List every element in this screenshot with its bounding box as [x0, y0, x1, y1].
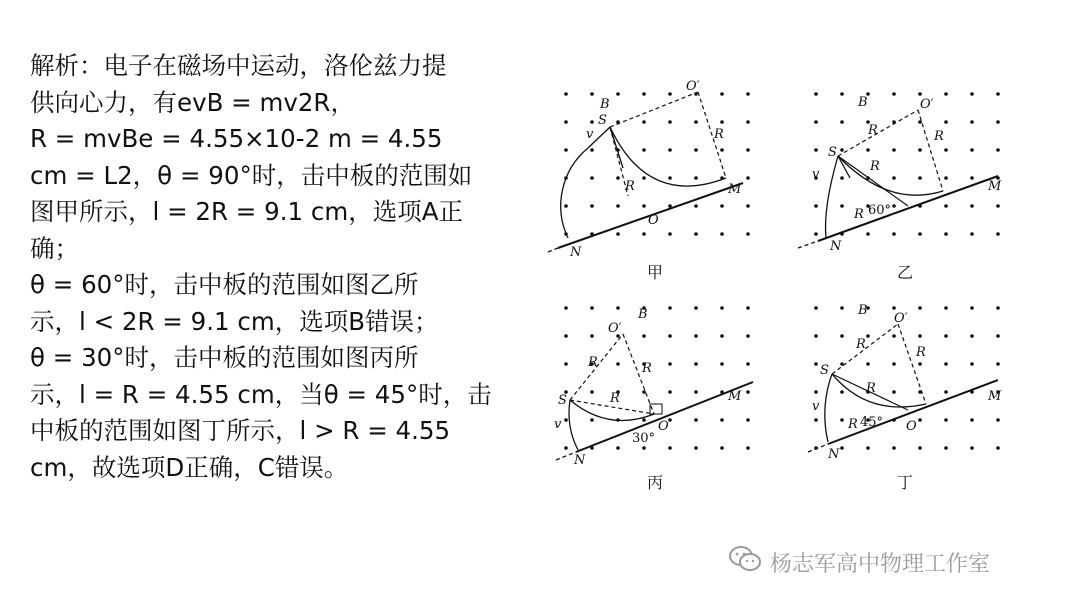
field-dot — [970, 446, 974, 450]
field-dot — [746, 92, 750, 96]
field-dot — [564, 362, 568, 366]
field-dot — [944, 446, 948, 450]
label-M: M — [988, 389, 1002, 404]
field-dot — [918, 306, 922, 310]
plate-extension — [548, 248, 558, 252]
field-dot — [720, 120, 724, 124]
field-dot — [720, 362, 724, 366]
field-dot — [918, 362, 922, 366]
analysis-line: 确； — [30, 233, 79, 263]
label-O: O — [658, 419, 669, 434]
field-dot — [944, 418, 948, 422]
field-dot — [892, 232, 896, 236]
field-dot — [668, 232, 672, 236]
field-dot — [918, 446, 922, 450]
field-dot — [944, 92, 948, 96]
field-dot — [590, 148, 594, 152]
field-dot — [918, 120, 922, 124]
field-dot — [944, 390, 948, 394]
figure-caption: 乙 — [896, 263, 913, 282]
label-v: v — [586, 127, 594, 142]
field-dot — [616, 92, 620, 96]
label-R: R — [625, 179, 635, 194]
field-dot — [616, 306, 620, 310]
plate-line — [828, 380, 998, 444]
field-dot — [944, 306, 948, 310]
label-B: B — [858, 303, 868, 318]
field-dot — [996, 446, 1000, 450]
field-dot — [944, 120, 948, 124]
label-v: v — [812, 167, 820, 182]
trajectory-arc — [832, 374, 926, 407]
field-dot — [720, 446, 724, 450]
label-R: R — [848, 417, 858, 432]
analysis-line: θ = 60°时，击中板的范围如图乙所 — [30, 270, 419, 299]
field-dot — [970, 362, 974, 366]
figure-ding — [798, 292, 1058, 492]
angle-label: 60° — [868, 203, 892, 218]
figure-jia — [548, 78, 808, 282]
label-S: S — [828, 145, 837, 160]
label-R: R — [934, 129, 944, 144]
angle-label: 30° — [632, 431, 656, 446]
watermark — [728, 545, 990, 579]
radius-line — [918, 110, 943, 191]
label-O: O — [648, 213, 659, 228]
plate-line — [818, 176, 998, 241]
label-M: M — [728, 182, 742, 197]
field-dot — [590, 334, 594, 338]
analysis-line: R = mvBe = 4.55×10-2 m = 4.55 — [30, 124, 443, 153]
figure-caption: 丙 — [646, 473, 663, 492]
field-dot — [814, 120, 818, 124]
plate-extension — [556, 452, 576, 460]
trajectory-arc — [610, 127, 726, 186]
analysis-line: θ = 30°时，击中板的范围如图丙所 — [30, 343, 419, 372]
radius-line — [838, 110, 918, 156]
label-N: N — [570, 245, 582, 260]
field-dot — [694, 390, 698, 394]
field-dot — [694, 176, 698, 180]
field-dot — [840, 306, 844, 310]
field-dot — [918, 334, 922, 338]
field-dot — [996, 120, 1000, 124]
analysis-line: 图甲所示，l = 2R = 9.1 cm，选项A正 — [30, 197, 463, 226]
label-N: N — [828, 447, 840, 462]
angle-label: 45° — [860, 415, 884, 430]
field-dot — [996, 148, 1000, 152]
analysis-line: 中板的范围如图丁所示，l > R = 4.55 — [30, 416, 451, 445]
field-dot — [840, 148, 844, 152]
field-dot — [746, 306, 750, 310]
field-dot — [616, 204, 620, 208]
label-M: M — [988, 179, 1002, 194]
field-dot — [642, 204, 646, 208]
figure-jia-diagram — [548, 78, 808, 278]
field-dot — [918, 92, 922, 96]
field-dot — [746, 446, 750, 450]
field-dot — [944, 232, 948, 236]
field-dot — [970, 232, 974, 236]
figure-bing-diagram — [548, 292, 808, 492]
field-dot — [814, 148, 818, 152]
field-dot — [642, 390, 646, 394]
label-R: R — [870, 159, 880, 174]
label-N: N — [830, 239, 842, 254]
analysis-text — [30, 48, 500, 486]
label-O-prime: O′ — [894, 311, 908, 326]
radius-line — [610, 92, 698, 127]
analysis-line: 解析：电子在磁场中运动，洛伦兹力提 — [30, 51, 447, 80]
label-R: R — [854, 207, 864, 222]
field-dot — [694, 232, 698, 236]
field-dot — [668, 362, 672, 366]
field-dot — [564, 204, 568, 208]
field-dot — [642, 334, 646, 338]
field-dot — [564, 418, 568, 422]
label-R: R — [868, 123, 878, 138]
field-dot — [970, 306, 974, 310]
field-dot — [892, 148, 896, 152]
field-dot — [590, 92, 594, 96]
label-v: v — [812, 399, 820, 414]
figure-caption: 丁 — [896, 473, 913, 492]
field-dot — [996, 306, 1000, 310]
label-M: M — [728, 389, 742, 404]
field-dot — [918, 418, 922, 422]
figure-caption: 甲 — [646, 263, 663, 282]
field-dot — [814, 390, 818, 394]
analysis-line: cm，故选项D正确，C错误。 — [30, 452, 349, 482]
field-dot — [720, 232, 724, 236]
field-dot — [840, 176, 844, 180]
field-dot — [996, 204, 1000, 208]
label-S: S — [598, 113, 607, 128]
label-O-prime: O′ — [686, 79, 700, 94]
field-dot — [746, 120, 750, 124]
field-dot — [746, 334, 750, 338]
field-dot — [720, 148, 724, 152]
figure-ding-diagram — [798, 292, 1058, 492]
field-dot — [866, 446, 870, 450]
boundary-arc — [825, 374, 832, 442]
figure-yi-diagram — [798, 78, 1058, 278]
field-dot — [642, 148, 646, 152]
field-dot — [746, 418, 750, 422]
label-N: N — [574, 453, 586, 468]
field-dot — [746, 362, 750, 366]
label-O: O — [906, 419, 917, 434]
field-dot — [892, 176, 896, 180]
field-dot — [996, 418, 1000, 422]
field-dot — [694, 204, 698, 208]
field-dot — [746, 148, 750, 152]
trajectory-arc — [838, 156, 943, 195]
field-dot — [694, 148, 698, 152]
field-dot — [668, 390, 672, 394]
field-dot — [694, 418, 698, 422]
field-dot — [892, 92, 896, 96]
field-dot — [668, 446, 672, 450]
field-dot — [866, 232, 870, 236]
field-dot — [564, 120, 568, 124]
field-dot — [746, 204, 750, 208]
label-B: B — [858, 95, 868, 110]
field-dot — [970, 148, 974, 152]
figure-yi — [798, 78, 1058, 282]
label-v: v — [554, 417, 562, 432]
field-dot — [564, 334, 568, 338]
analysis-line: 示，l < 2R = 9.1 cm，选项B错误； — [30, 306, 439, 336]
velocity-arrow — [838, 156, 850, 178]
field-dot — [564, 148, 568, 152]
field-dot — [694, 306, 698, 310]
field-dot — [866, 148, 870, 152]
field-dot — [668, 418, 672, 422]
field-dot — [720, 204, 724, 208]
field-dot — [814, 232, 818, 236]
field-dot — [616, 232, 620, 236]
field-dot — [694, 334, 698, 338]
label-R: R — [866, 381, 876, 396]
field-dot — [996, 232, 1000, 236]
field-dot — [642, 446, 646, 450]
boundary-arc — [569, 400, 578, 450]
label-B: B — [600, 97, 610, 112]
label-R: R — [916, 345, 926, 360]
label-R: R — [610, 391, 620, 406]
field-dot — [996, 334, 1000, 338]
field-dot — [814, 418, 818, 422]
field-dot — [892, 390, 896, 394]
field-dot — [840, 418, 844, 422]
field-dot — [970, 120, 974, 124]
field-dot — [694, 446, 698, 450]
field-dot — [720, 334, 724, 338]
figure-bing — [548, 292, 808, 492]
field-dots — [564, 306, 750, 450]
analysis-line: 供向心力，有evB = mv2R， — [30, 87, 355, 117]
boundary-arc — [826, 156, 839, 238]
field-dot — [668, 148, 672, 152]
field-dot — [642, 92, 646, 96]
field-dot — [668, 176, 672, 180]
field-dot — [866, 334, 870, 338]
analysis-line: 示，l = R = 4.55 cm，当θ = 45°时，击 — [30, 379, 492, 409]
field-dot — [668, 334, 672, 338]
field-dot — [840, 120, 844, 124]
field-dot — [970, 418, 974, 422]
field-dot — [892, 204, 896, 208]
field-dot — [840, 204, 844, 208]
label-R: R — [856, 337, 866, 352]
field-dot — [996, 362, 1000, 366]
field-dot — [840, 92, 844, 96]
plate-line — [576, 382, 753, 452]
field-dot — [970, 204, 974, 208]
field-dot — [564, 446, 568, 450]
field-dot — [590, 390, 594, 394]
field-dot — [866, 362, 870, 366]
label-R: R — [642, 361, 652, 376]
watermark-text: 杨志军高中物理工作室 — [770, 551, 991, 577]
field-dot — [970, 92, 974, 96]
plate-extension — [798, 241, 818, 248]
field-dot — [564, 306, 568, 310]
label-R: R — [714, 127, 724, 142]
field-dot — [616, 176, 620, 180]
plate-extension — [808, 444, 828, 452]
label-S: S — [820, 363, 829, 378]
field-dot — [814, 92, 818, 96]
field-dot — [668, 120, 672, 124]
field-dot — [814, 362, 818, 366]
field-dot — [694, 362, 698, 366]
field-dot — [746, 390, 750, 394]
field-dot — [590, 306, 594, 310]
field-dot — [642, 176, 646, 180]
field-dot — [892, 306, 896, 310]
label-O-prime: O′ — [920, 97, 934, 112]
field-dot — [616, 446, 620, 450]
field-dot — [918, 232, 922, 236]
field-dot — [668, 92, 672, 96]
analysis-line: cm = L2，θ = 90°时，击中板的范围如 — [30, 160, 473, 190]
field-dot — [996, 92, 1000, 96]
field-dot — [944, 334, 948, 338]
field-dot — [892, 446, 896, 450]
field-dot — [590, 120, 594, 124]
field-dot — [720, 306, 724, 310]
field-dot — [720, 418, 724, 422]
field-dot — [746, 232, 750, 236]
field-dot — [840, 390, 844, 394]
field-dot — [746, 176, 750, 180]
field-dot — [814, 204, 818, 208]
field-dot — [944, 362, 948, 366]
field-dot — [918, 176, 922, 180]
field-dot — [642, 418, 646, 422]
field-dot — [814, 334, 818, 338]
field-dot — [590, 176, 594, 180]
field-dot — [814, 306, 818, 310]
field-dot — [616, 362, 620, 366]
field-dot — [590, 418, 594, 422]
field-dot — [564, 92, 568, 96]
field-dot — [944, 148, 948, 152]
field-dot — [720, 92, 724, 96]
field-dot — [642, 232, 646, 236]
field-dot — [694, 120, 698, 124]
label-R: R — [588, 355, 598, 370]
wechat-icon — [728, 545, 762, 579]
field-dot — [892, 334, 896, 338]
field-dot — [840, 334, 844, 338]
field-dot — [970, 176, 974, 180]
field-dot — [840, 446, 844, 450]
label-S: S — [558, 393, 567, 408]
field-dot — [892, 362, 896, 366]
label-B: B — [638, 307, 648, 322]
field-dot — [970, 334, 974, 338]
label-O-prime: O′ — [608, 321, 622, 336]
field-dot — [944, 176, 948, 180]
field-dot — [918, 148, 922, 152]
field-dot — [944, 204, 948, 208]
field-dot — [642, 120, 646, 124]
field-dot — [590, 204, 594, 208]
field-dot — [668, 306, 672, 310]
semicircle-arc — [561, 148, 588, 238]
